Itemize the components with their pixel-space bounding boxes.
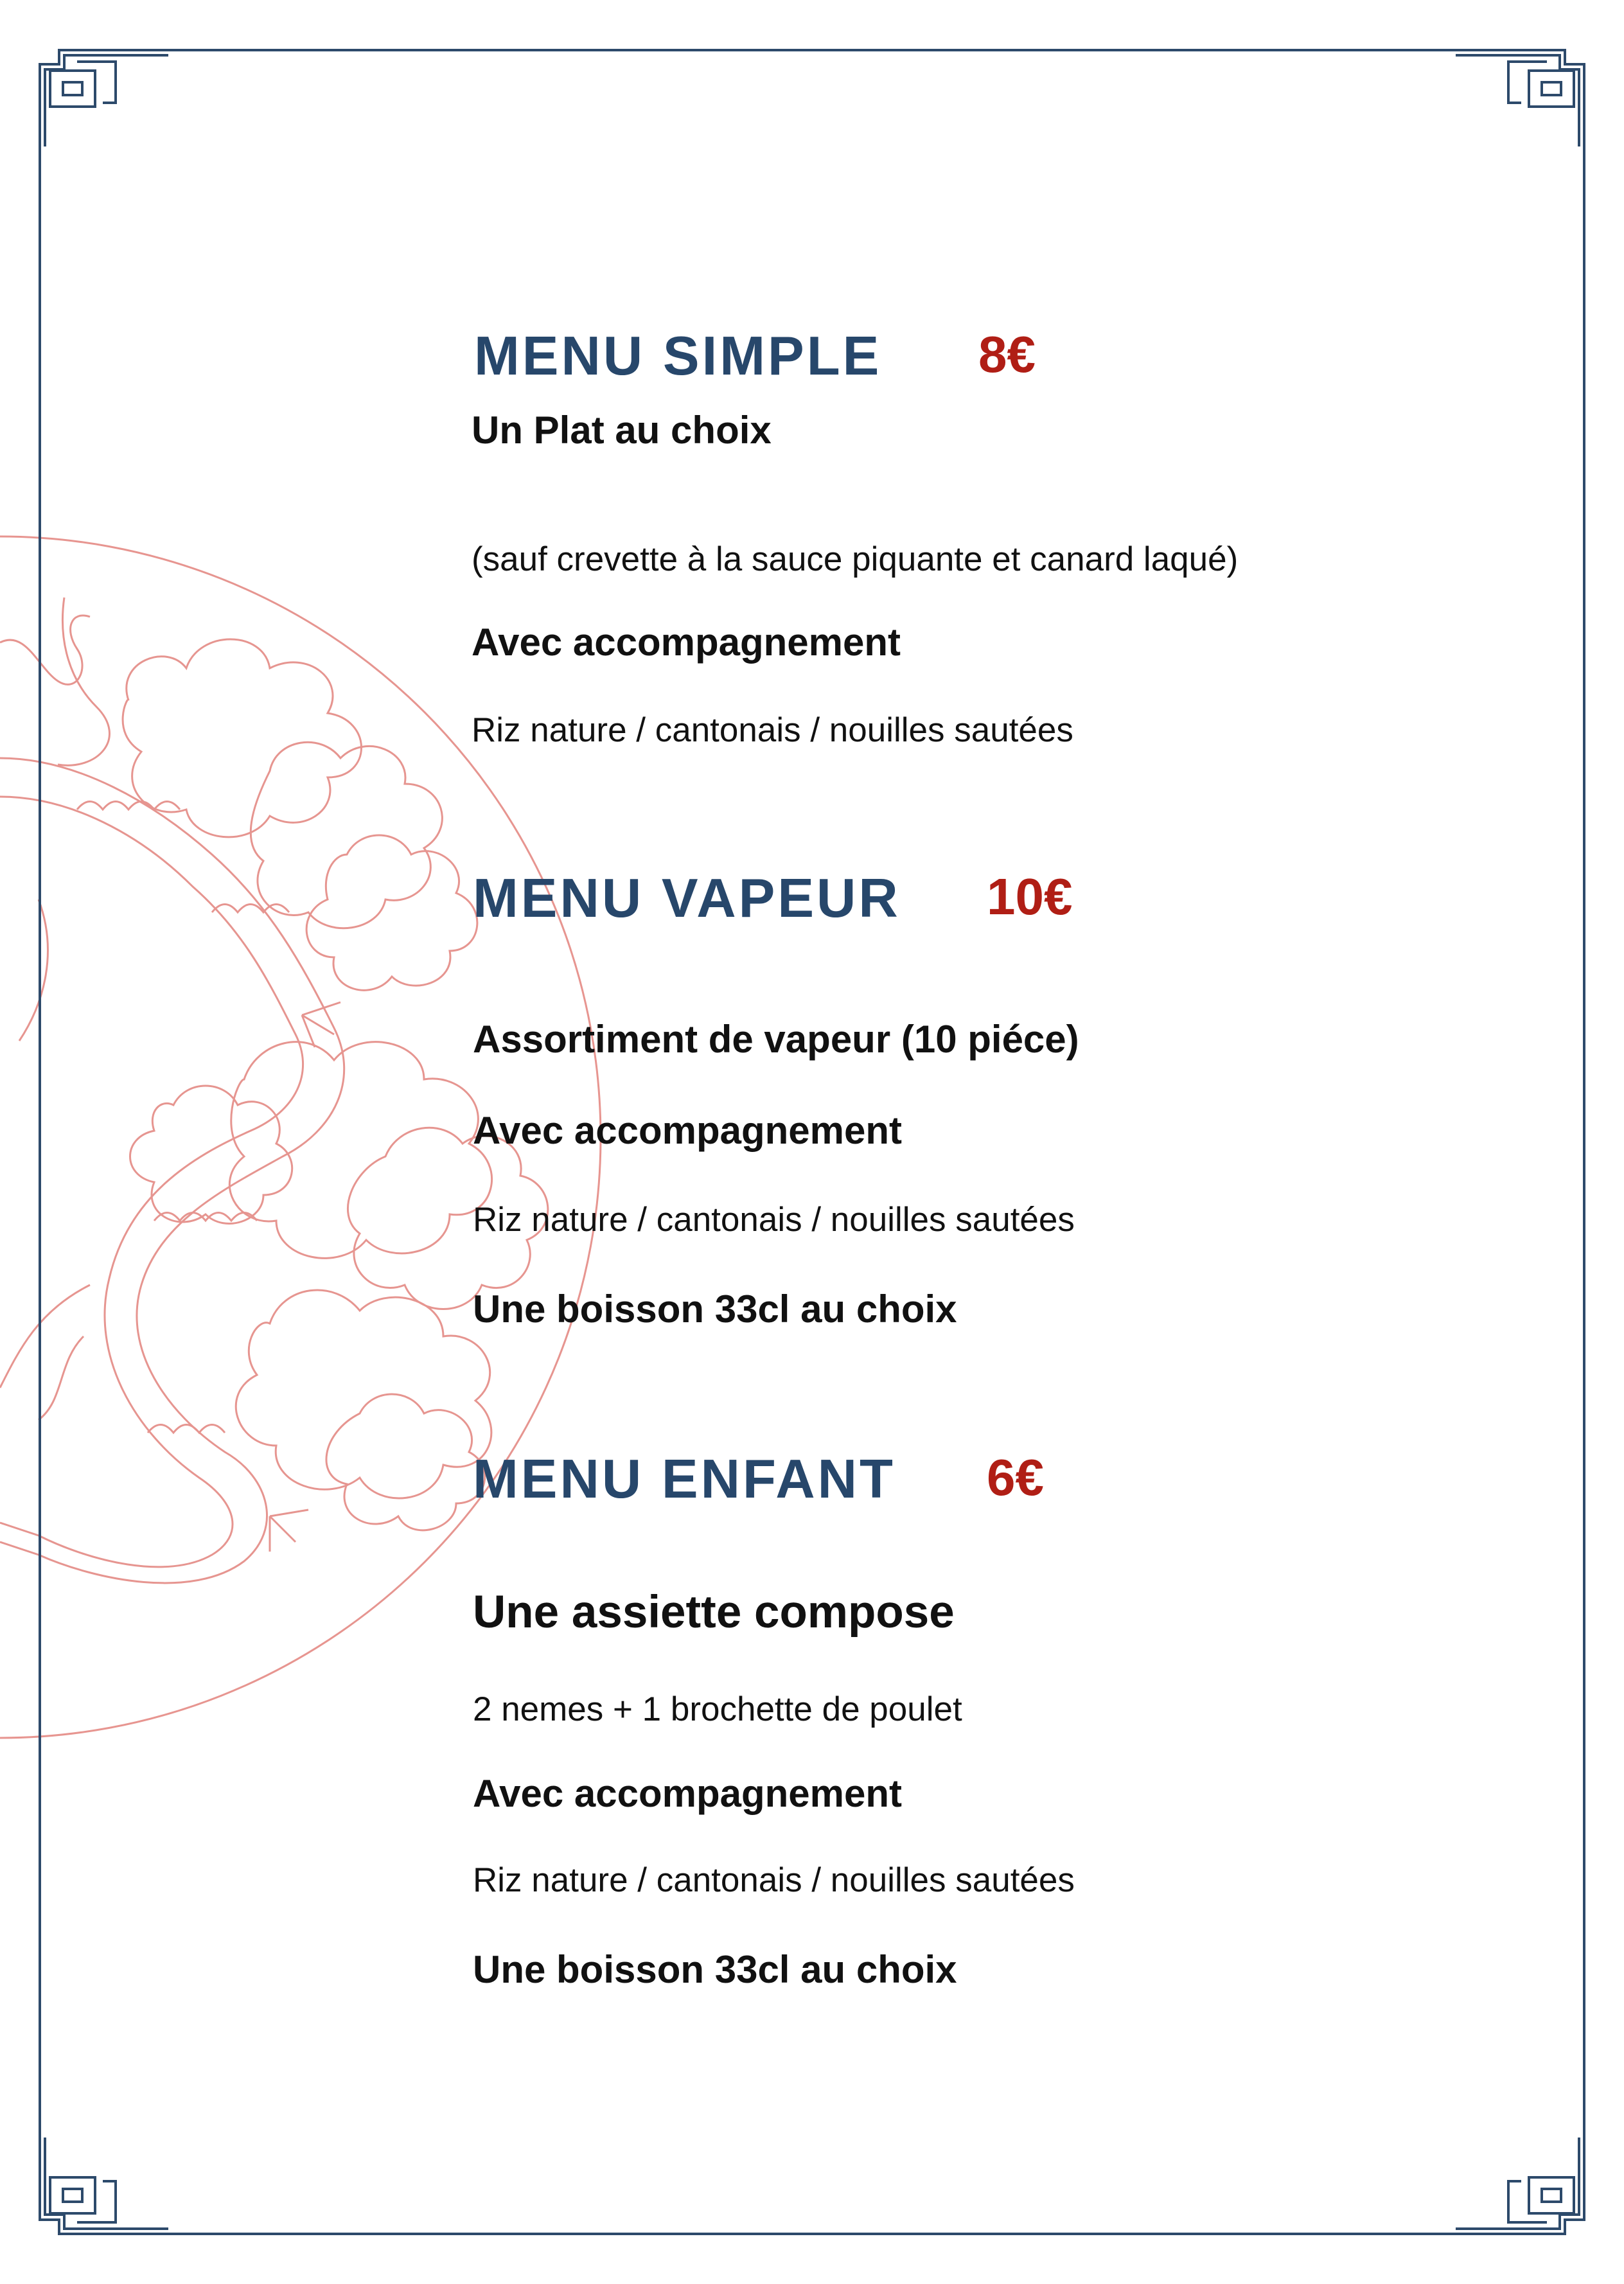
menu-item-main: Assortiment de vapeur (10 piéce) <box>473 1018 1079 1061</box>
menu-price-enfant: 6€ <box>987 1449 1044 1506</box>
menu-item-side-options: Riz nature / cantonais / nouilles sautées <box>472 711 1073 749</box>
chinese-fret-corner-icon <box>40 50 168 146</box>
menu-item-description: 2 nemes + 1 brochette de poulet <box>473 1690 962 1728</box>
menu-item-side-options: Riz nature / cantonais / nouilles sautées <box>473 1201 1075 1239</box>
menu-item-main: Un Plat au choix <box>472 409 772 452</box>
menu-item-side-heading: Avec accompagnement <box>473 1109 903 1152</box>
menu-item-side-heading: Avec accompagnement <box>473 1772 903 1815</box>
menu-price-vapeur: 10€ <box>987 868 1073 925</box>
menu-item-main: Une assiette compose <box>473 1587 955 1638</box>
chinese-fret-corner-icon <box>40 2138 168 2234</box>
menu-item-side-options: Riz nature / cantonais / nouilles sautées <box>473 1861 1075 1899</box>
cloud-illustration <box>123 639 548 1530</box>
menu-item-drink: Une boisson 33cl au choix <box>473 1948 957 1991</box>
menu-item-note: (sauf crevette à la sauce piquante et canard laqué) <box>472 540 1239 578</box>
menu-item-side-heading: Avec accompagnement <box>472 621 901 664</box>
menu-title-enfant: MENU ENFANT <box>473 1449 896 1510</box>
chinese-fret-corner-icon <box>1456 50 1584 146</box>
menu-price-simple: 8€ <box>978 326 1036 383</box>
menu-item-drink: Une boisson 33cl au choix <box>473 1288 957 1331</box>
menu-title-simple: MENU SIMPLE <box>474 326 882 387</box>
chinese-fret-corner-icon <box>1456 2138 1584 2234</box>
menu-title-vapeur: MENU VAPEUR <box>473 868 901 929</box>
